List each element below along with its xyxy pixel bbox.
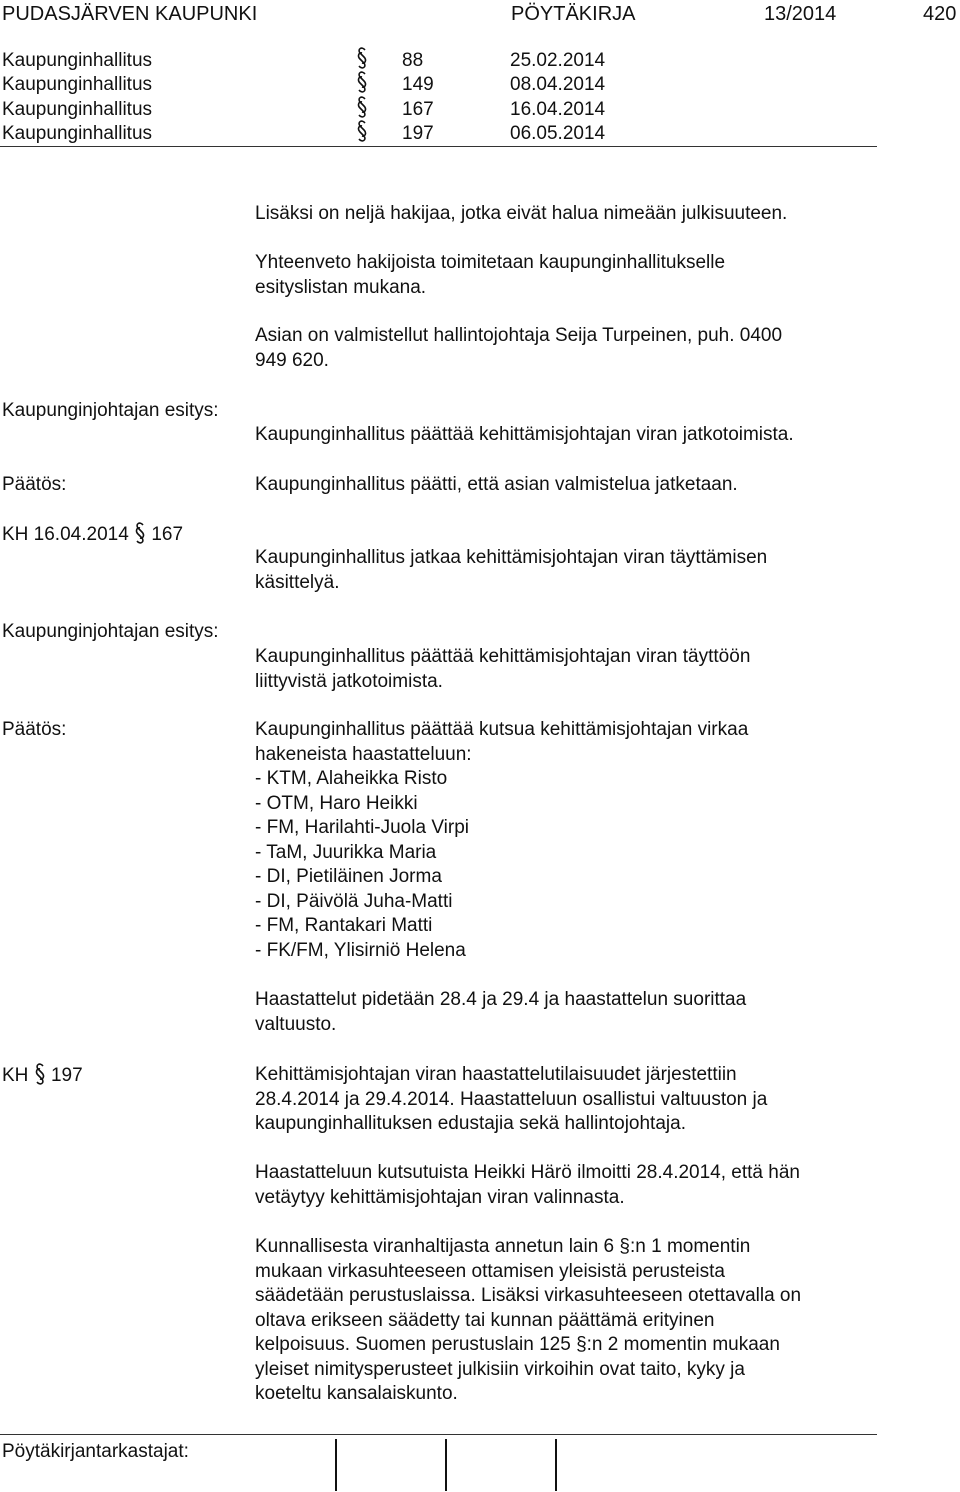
signature-line	[445, 1439, 447, 1465]
decision-text: Kaupunginhallitus päätti, että asian valmistelua jatketaan.	[255, 474, 738, 495]
proposal-label: Kaupunginjohtajan esitys:	[2, 400, 219, 421]
proposal-text: Kaupunginhallitus päättää kehittämisjohtajan viran täyttöön liittyvistä jatkotoimista.	[255, 646, 751, 692]
kh-reference	[2, 1063, 83, 1089]
inspectors-label: Pöytäkirjantarkastajat:	[2, 1441, 189, 1462]
kh-reference-number: 197	[50, 1065, 83, 1086]
body-paragraph: Kunnallisesta viranhaltijasta annetun lain 6 §:n 1 momentin mukaan virkasuhteeseen ottamisen yleisistä perusteista säädetään perustuslaissa. Lisäksi virkasuhteeseen otettavalla on oltava erikseen säädetty tai kunnan päättämä erityinen kelpoisuus. Suomen perustuslain 125 §:n 2 momentin mukaan yleiset nimitysperusteet julkisiin virkoihin ovat taito, kyky ja koeteltu kansalaiskunto.	[255, 1236, 802, 1404]
reference-body: Kaupunginhallitus	[2, 99, 153, 120]
interview-text: Haastattelut pidetään 28.4 ja 29.4 ja haastattelun suorittaa valtuusto.	[255, 989, 747, 1035]
reference-body: Kaupunginhallitus	[2, 123, 153, 144]
signature-line	[335, 1439, 337, 1465]
municipality-name: PUDASJÄRVEN KAUPUNKI	[2, 3, 258, 25]
document-type: PÖYTÄKIRJA	[511, 3, 636, 25]
divider	[0, 146, 877, 147]
signature-line	[445, 1465, 447, 1491]
issue-number: 13/2014	[764, 3, 837, 25]
item-intro-text: Kaupunginhallitus jatkaa kehittämisjohtajan viran täyttämisen käsittelyä.	[255, 547, 768, 593]
section-icon	[356, 96, 368, 122]
section-icon	[356, 71, 368, 97]
signature-line	[555, 1465, 557, 1491]
decision-label: Päätös:	[2, 474, 67, 495]
footer-divider	[0, 1434, 877, 1435]
kh-reference-number: 167	[151, 524, 184, 545]
signature-line	[555, 1439, 557, 1465]
section-icon	[356, 120, 368, 146]
body-paragraph: Kehittämisjohtajan viran haastattelutilaisuudet järjestettiin 28.4.2014 ja 29.4.2014. Haastatteluun osallistui valtuuston ja kaupunginhallituksen edustajia sekä hallintojohtaja.	[255, 1064, 768, 1134]
reference-section: 149	[402, 74, 434, 95]
proposal-text: Kaupunginhallitus päättää kehittämisjohtajan viran jatkotoimista.	[255, 424, 794, 445]
section-icon	[134, 524, 146, 545]
page-number: 420	[923, 3, 957, 25]
section-icon	[34, 1065, 46, 1086]
reference-date: 25.02.2014	[510, 50, 606, 71]
reference-section: 167	[402, 99, 434, 120]
reference-body: Kaupunginhallitus	[2, 74, 153, 95]
intro-paragraph: Yhteenveto hakijoista toimitetaan kaupunginhallitukselle esityslistan mukana.	[255, 252, 726, 298]
reference-section: 197	[402, 123, 434, 144]
decision-text: Kaupunginhallitus päättää kutsua kehittämisjohtajan virkaa hakeneista haastatteluun: - KTM, Alaheikka Risto - OTM, Haro Heikki - FM, Harilahti-Juola Virpi - TaM, Juurikka Maria - DI, Pietiläinen Jorma - DI, Päivölä Juha-Matti - FM, Rantakari Matti - FK/FM, Ylisirniö Helena	[255, 719, 749, 961]
kh-reference-prefix: KH	[2, 1065, 29, 1086]
body-paragraph: Haastatteluun kutsutuista Heikki Härö ilmoitti 28.4.2014, että hän vetäytyy kehittämisjohtajan viran valinnasta.	[255, 1162, 800, 1208]
intro-paragraph: Asian on valmistellut hallintojohtaja Seija Turpeinen, puh. 0400 949 620.	[255, 325, 783, 371]
reference-date: 08.04.2014	[510, 74, 606, 95]
intro-paragraph: Lisäksi on neljä hakijaa, jotka eivät halua nimeään julkisuuteen.	[255, 203, 788, 224]
section-icon	[356, 47, 368, 73]
reference-date: 16.04.2014	[510, 99, 606, 120]
kh-reference-date: KH 16.04.2014	[2, 524, 129, 545]
reference-date: 06.05.2014	[510, 123, 606, 144]
reference-section: 88	[402, 50, 424, 71]
kh-reference	[2, 522, 183, 548]
proposal-label: Kaupunginjohtajan esitys:	[2, 621, 219, 642]
decision-label: Päätös:	[2, 719, 67, 740]
reference-body: Kaupunginhallitus	[2, 50, 153, 71]
signature-line	[335, 1465, 337, 1491]
